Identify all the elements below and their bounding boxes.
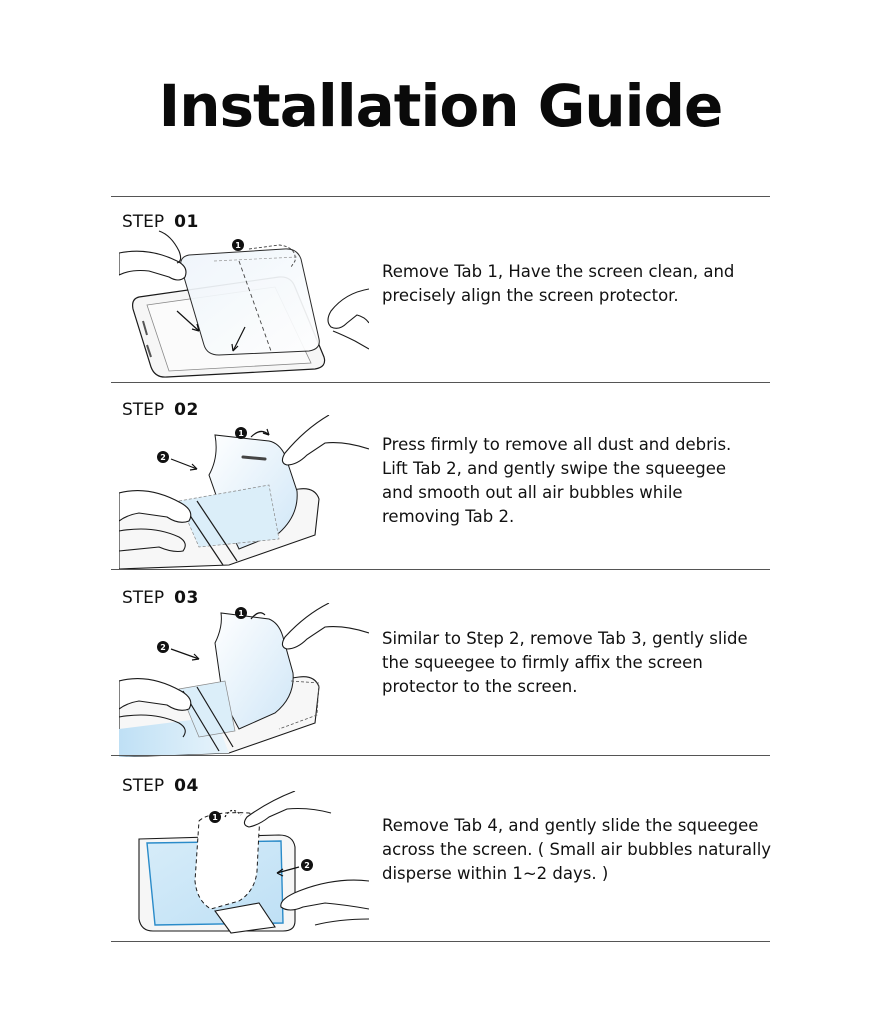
marker-label: 1 — [238, 609, 244, 618]
desc-line: and smooth out all air bubbles while — [382, 483, 683, 502]
step-description — [382, 433, 772, 529]
step-word: STEP — [122, 212, 165, 232]
desc-line: removing Tab 2. — [382, 507, 515, 526]
desc-line: Similar to Step 2, remove Tab 3, gently slide — [382, 629, 748, 648]
step-number: 03 — [174, 588, 199, 608]
step-number: 04 — [174, 776, 199, 796]
step-description — [382, 627, 772, 699]
step-03 — [111, 573, 770, 759]
desc-line: Lift Tab 2, and gently swipe the squeegee — [382, 459, 727, 478]
step-word: STEP — [122, 588, 165, 608]
desc-line: protector to the screen. — [382, 677, 578, 696]
desc-line: Press firmly to remove all dust and debris. — [382, 435, 732, 454]
divider — [111, 382, 770, 383]
step-description — [382, 814, 772, 886]
marker-label: 2 — [160, 643, 166, 652]
desc-line: Remove Tab 1, Have the screen clean, and — [382, 262, 735, 281]
desc-line: disperse within 1~2 days. ) — [382, 864, 609, 883]
step-description — [382, 260, 772, 308]
desc-line: Remove Tab 4, and gently slide the squeegee — [382, 816, 759, 835]
marker-label: 2 — [160, 453, 166, 462]
marker-label: 1 — [212, 813, 218, 822]
step-02-illustration — [119, 415, 369, 569]
step-01 — [111, 197, 770, 383]
desc-line: precisely align the screen protector. — [382, 286, 679, 305]
divider — [111, 941, 770, 942]
step-02 — [111, 385, 770, 571]
marker-label: 1 — [235, 241, 241, 250]
step-word: STEP — [122, 776, 165, 796]
desc-line: across the screen. ( Small air bubbles naturally — [382, 840, 772, 859]
divider — [111, 569, 770, 570]
desc-line: the squeegee to firmly affix the screen — [382, 653, 703, 672]
step-word: STEP — [122, 400, 165, 420]
step-number: 02 — [174, 400, 199, 420]
step-04-illustration — [119, 791, 369, 945]
marker-label: 2 — [304, 861, 310, 870]
step-03-illustration — [119, 603, 369, 757]
page-title: Installation Guide — [158, 72, 723, 140]
marker-label: 1 — [238, 429, 244, 438]
step-04 — [111, 761, 770, 947]
step-number: 01 — [174, 212, 199, 232]
step-01-illustration — [119, 227, 369, 381]
divider — [111, 755, 770, 756]
